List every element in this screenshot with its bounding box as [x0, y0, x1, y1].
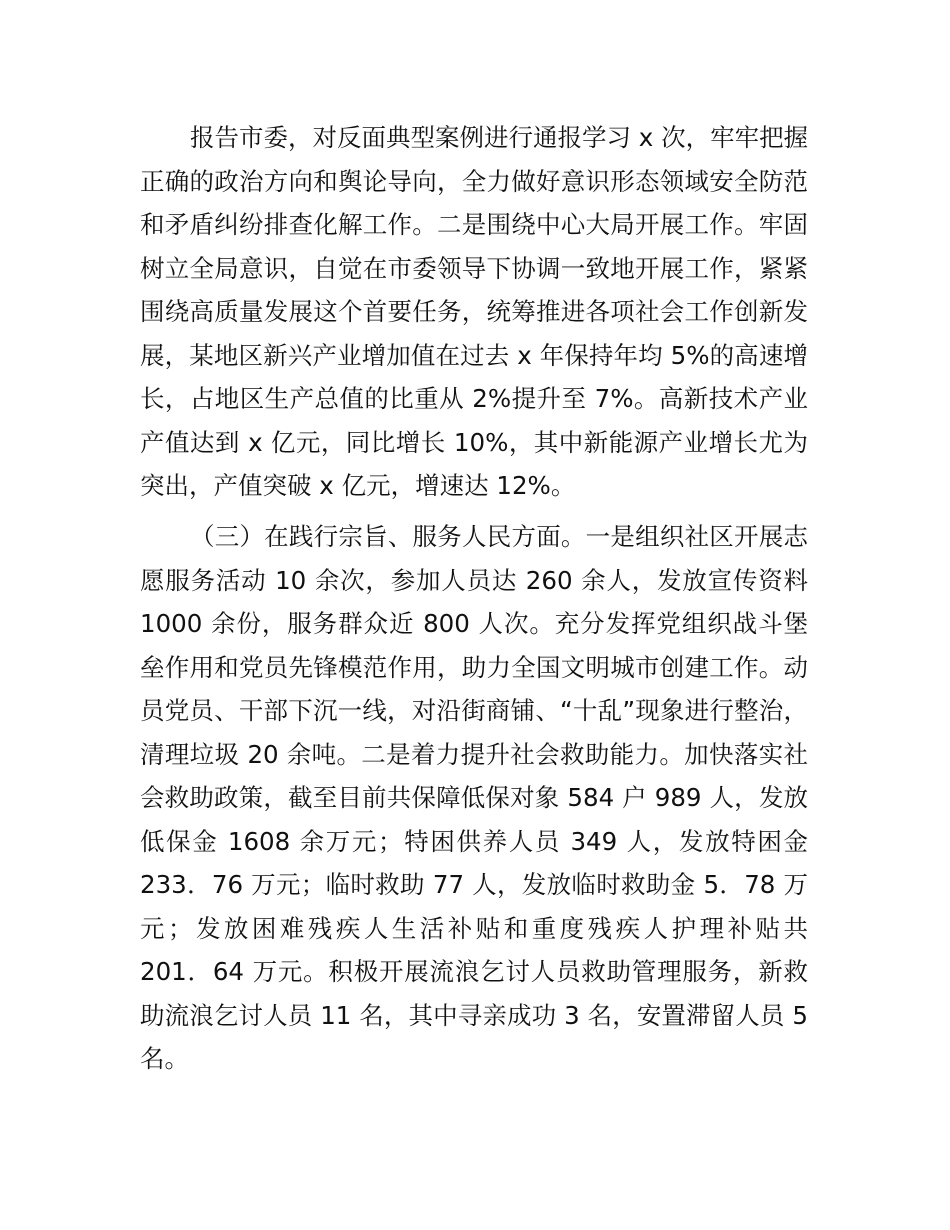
text-line: 会救助政策，截至目前共保障低保对象 584 户 989 人，发放 [140, 783, 808, 812]
text-line: 元；发放困难残疾人生活补贴和重度残疾人护理补贴共 [140, 913, 808, 943]
paragraph-serving-people [140, 515, 808, 1081]
text-line: 201．64 万元。积极开展流浪乞讨人员救助管理服务，新救 [140, 957, 808, 986]
text-line: 垒作用和党员先锋模范作用，助力全国文明城市创建工作。动 [140, 652, 808, 682]
text-line: （三）在践行宗旨、服务人民方面。一是组织社区开展志 [190, 522, 808, 551]
text-line: 正确的政治方向和舆论导向，全力做好意识形态领域安全防范 [140, 166, 808, 196]
text-line: 员党员、干部下沉一线，对沿街商铺、“十乱”现象进行整治， [140, 696, 808, 725]
text-line: 树立全局意识，自觉在市委领导下协调一致地开展工作，紧紧 [140, 253, 808, 283]
text-line: 产值达到 x 亿元，同比增长 10%，其中新能源产业增长尤为 [140, 427, 808, 457]
text-line: 围绕高质量发展这个首要任务，统筹推进各项社会工作创新发 [140, 297, 808, 326]
paragraph-social-work-development [140, 116, 808, 508]
text-line: 展，某地区新兴产业增加值在过去 x 年保持年均 5%的高速增 [140, 340, 808, 370]
text-line: 233．76 万元；临时救助 77 人，发放临时救助金 5．78 万 [140, 870, 808, 899]
text-line: 突出，产值突破 x 亿元，增速达 12%。 [140, 471, 576, 500]
text-line: 1000 余份，服务群众近 800 人次。充分发挥党组织战斗堡 [140, 609, 808, 638]
text-line: 愿服务活动 10 余次，参加人员达 260 余人，发放宣传资料 [140, 565, 808, 595]
text-line: 长，占地区生产总值的比重从 2%提升至 7%。高新技术产业 [140, 384, 808, 413]
text-line: 助流浪乞讨人员 11 名，其中寻亲成功 3 名，安置滞留人员 5 [140, 1000, 808, 1030]
text-line: 名。 [140, 1044, 189, 1073]
text-line: 低保金 1608 余万元；特困供养人员 349 人，发放特困金 [140, 826, 808, 856]
text-line: 报告市委，对反面典型案例进行通报学习 x 次，牢牢把握 [190, 123, 809, 152]
text-line: 和矛盾纠纷排查化解工作。二是围绕中心大局开展工作。牢固 [140, 210, 808, 239]
text-line: 清理垃圾 20 余吨。二是着力提升社会救助能力。加快落实社 [140, 739, 808, 769]
